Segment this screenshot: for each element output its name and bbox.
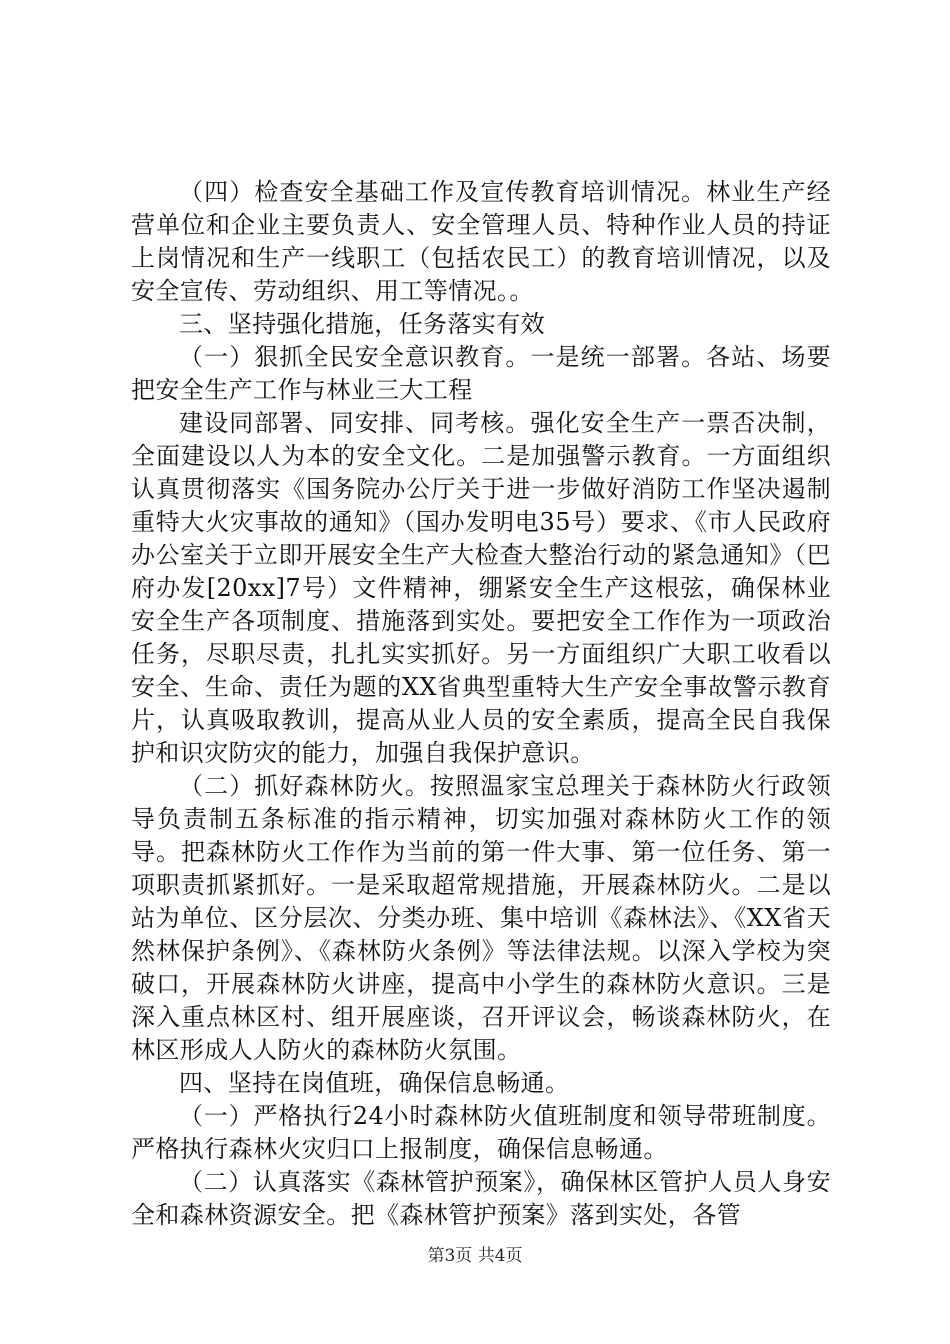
page-number-footer: 第3页 共4页 xyxy=(427,1246,523,1266)
paragraph-forest-fire-prevention: （二）抓好森林防火。按照温家宝总理关于森林防火行政领导负责制五条标准的指示精神，切实加强对森林防火工作的领导。把森林防火工作作为当前的第一件大事、第一位任务、第一项职责抓紧抓好。一是采取超常规措施，开展森林防火。二是以站为单位、区分层次、分类办班、集中培训《森林法》、《XX省天然林保护条例》、《森林防火条例》等法律法规。以深入学校为突破口，开展森林防火讲座，提高中小学生的森林防火意识。三是深入重点林区村、组开展座谈，召开评议会，畅谈森林防火，在林区形成人人防火的森林防火氛围。 xyxy=(131,772,831,1064)
paragraph-safety-education-intro: （一）狠抓全民安全意识教育。一是统一部署。各站、场要把安全生产工作与林业三大工程 xyxy=(131,343,831,404)
paragraph-duty-system: （一）严格执行24小时森林防火值班制度和领导带班制度。严格执行森林火灾归口上报制度，确保信息畅通。 xyxy=(131,1102,831,1163)
paragraph-safety-education-body: 建设同部署、同安排、同考核。强化安全生产一票否决制，全面建设以人为本的安全文化。二是加强警示教育。一方面组织认真贯彻落实《国务院办公厅关于进一步做好消防工作坚决遏制重特大火灾事故的通知》（国办发明电35号）要求、《市人民政府办公室关于立即开展安全生产大检查大整治行动的紧急通知》（巴府办发[20xx]7号）文件精神，绷紧安全生产这根弦，确保林业安全生产各项制度、措施落到实处。要把安全工作作为一项政治任务，尽职尽责，扎扎实实抓好。另一方面组织广大职工收看以安全、生命、责任为题的XX省典型重特大生产安全事故警示教育片，认真吸取教训，提高从业人员的安全素质，提高全民自我保护和识灾防灾的能力，加强自我保护意识。 xyxy=(131,409,831,767)
document-body xyxy=(131,176,831,1232)
section-heading-duty: 四、坚持在岗值班，确保信息畅通。 xyxy=(179,1069,570,1097)
paragraph-protection-plan: （二）认真落实《森林管护预案》，确保林区管护人员人身安全和森林资源安全。把《森林管护预案》落到实处，各管 xyxy=(131,1168,831,1229)
paragraph-inspection-training: （四）检查安全基础工作及宣传教育培训情况。林业生产经营单位和企业主要负责人、安全管理人员、特种作业人员的持证上岗情况和生产一线职工（包括农民工）的教育培训情况，以及安全宣传、劳动组织、用工等情况。。 xyxy=(131,178,831,305)
section-heading-measures: 三、坚持强化措施，任务落实有效 xyxy=(179,310,545,338)
